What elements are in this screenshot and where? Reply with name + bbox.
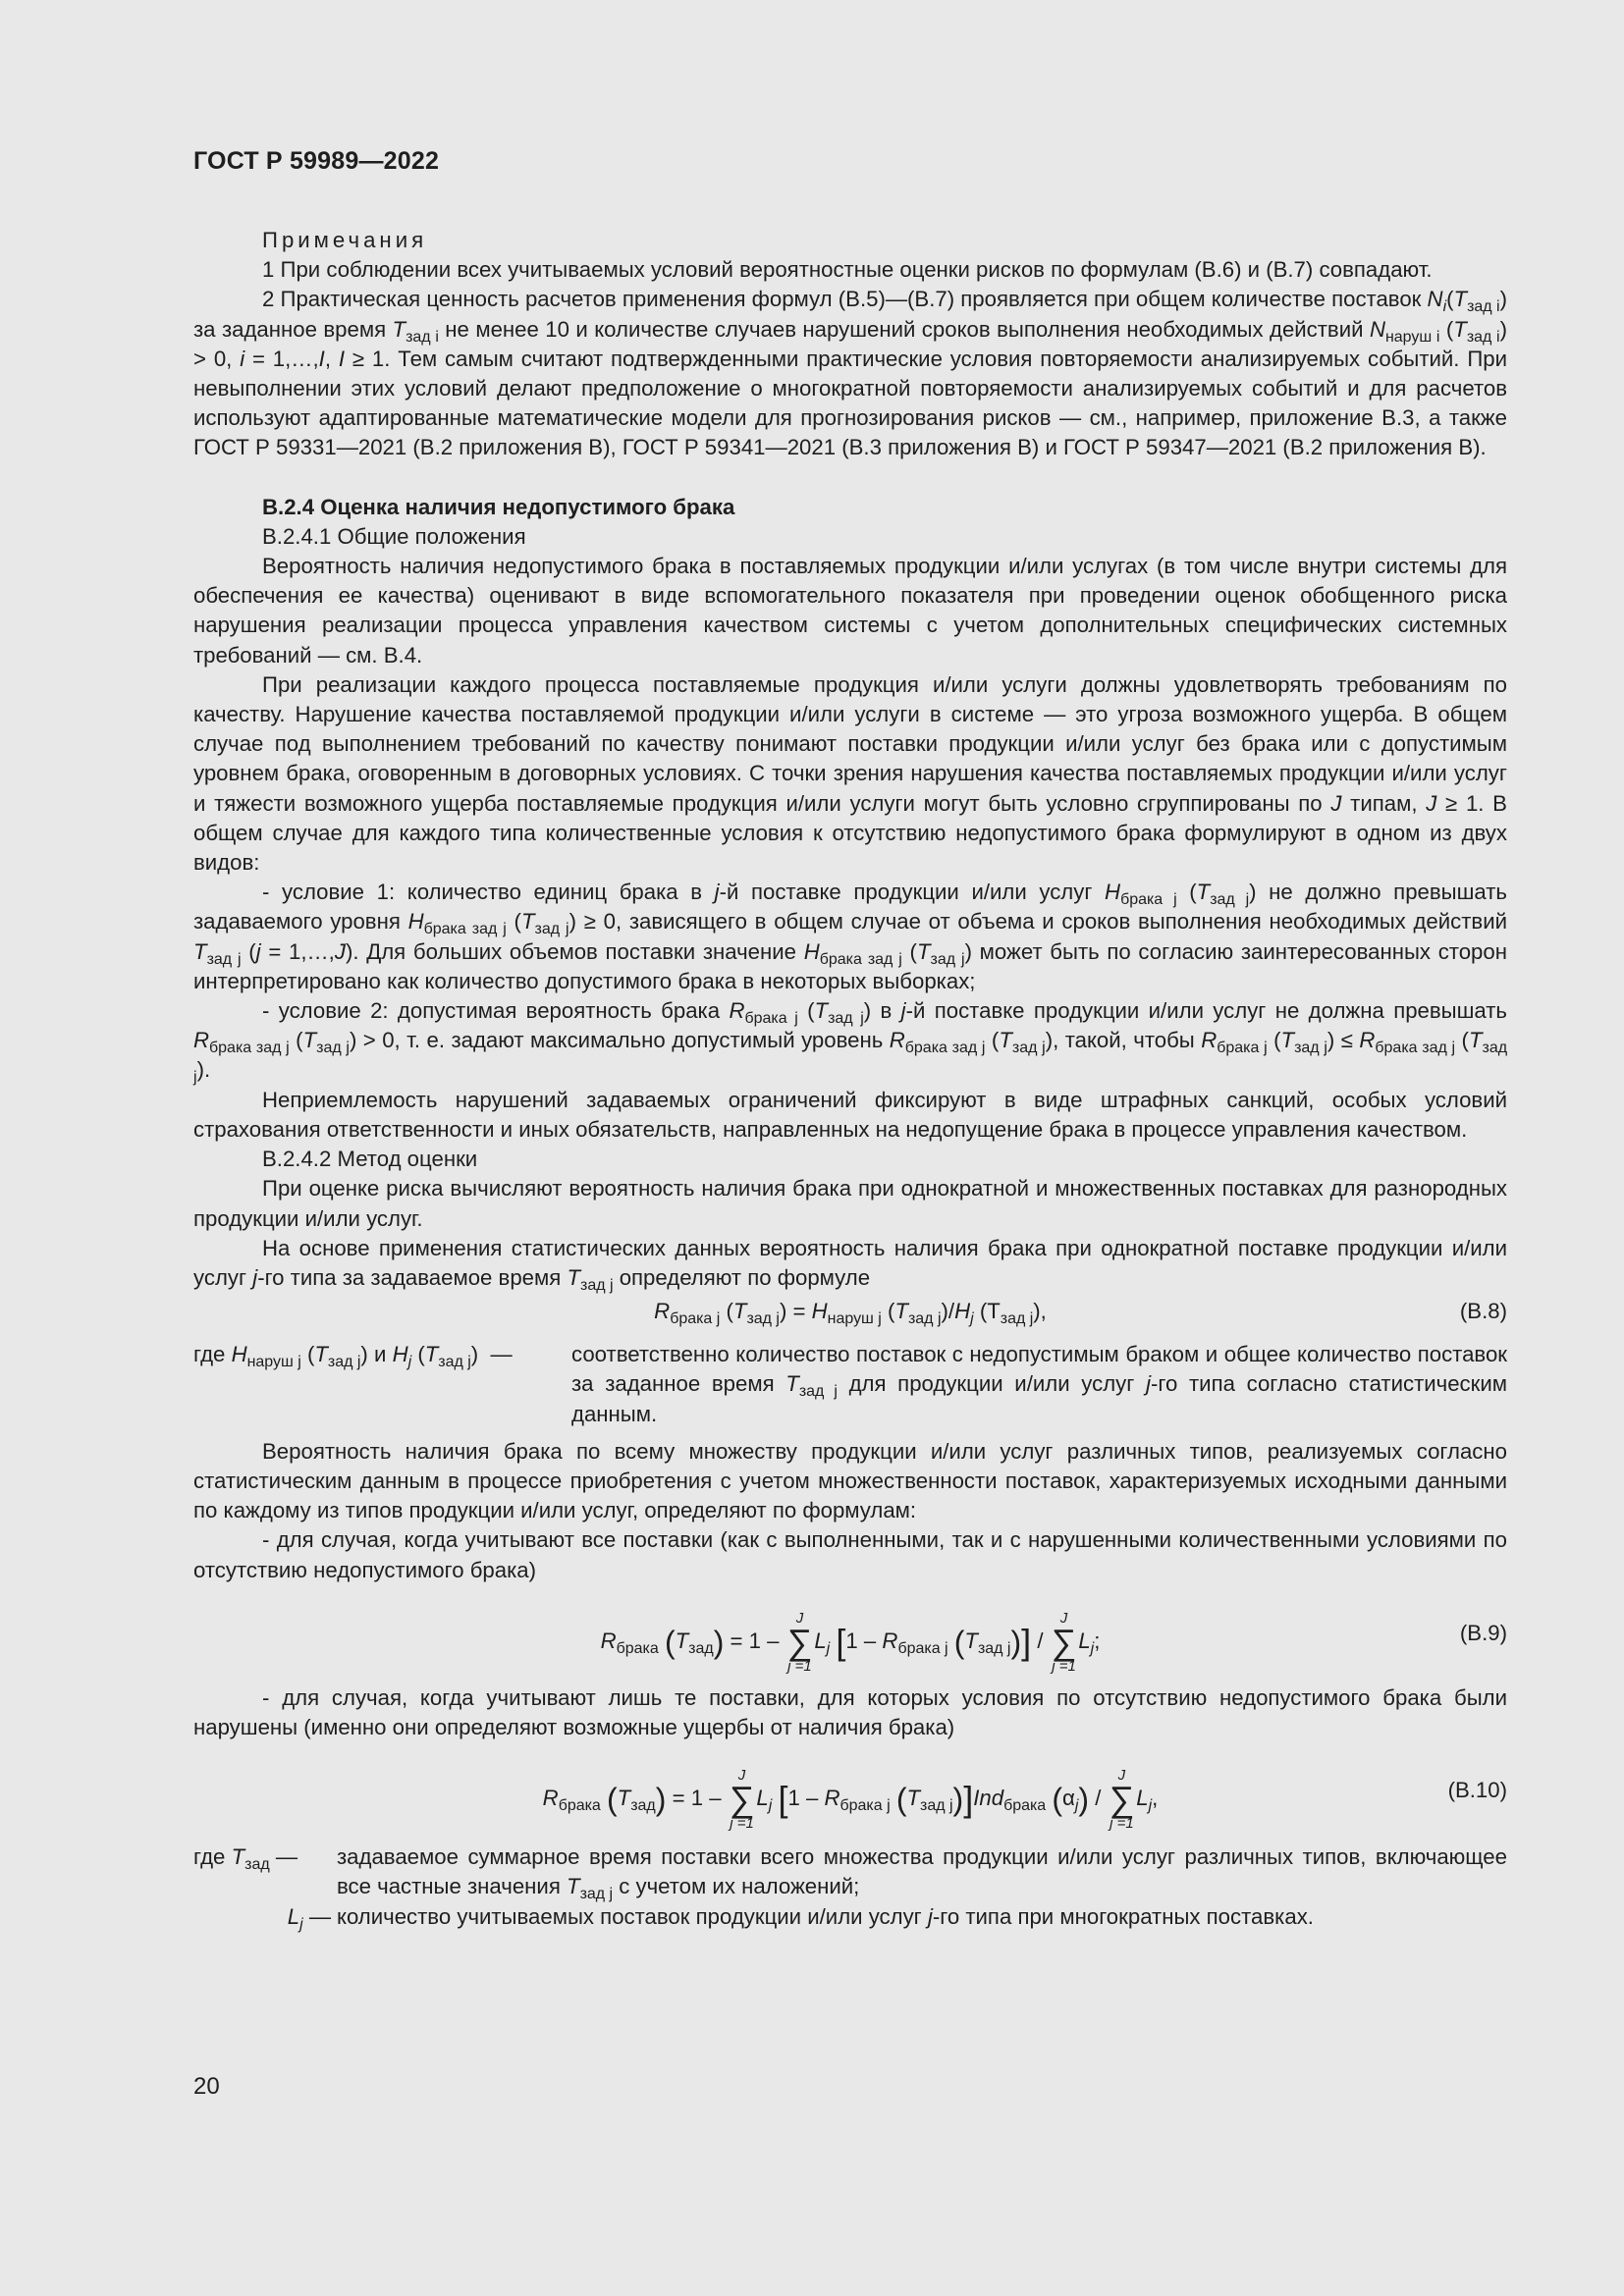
- page-number: 20: [193, 2073, 220, 2100]
- formula-b10-number: (В.10): [1447, 1778, 1507, 1803]
- sum-symbol-1: J ∑ j =1: [786, 1609, 813, 1675]
- formula-b8-expression: $R_{брака j}$ $(T_{зад j}) = H_{наруш j}$ $(T_{зад j})/H_j$ $(Т_{зад j})$,: [654, 1299, 1047, 1328]
- note-2: 2 Практическая ценность расчетов применения формул (В.5)—(В.7) проявляется при общем количестве поставок $N_i(T_{зад i})$ за заданное время $T_{зад i}$ не менее 10 и количестве случаев нарушений сроков выполнения необходимых действий $N_{наруш i}$ $(T_{зад i}) > 0$, i = 1,…,I, I ≥ 1. Тем самым считают подтвержденными практические условия повторяемости анализируемых событий. При невыполнении этих условий делают предположение о многократной повторяемости анализируемых событий и для расчетов используют адаптированные математические модели для прогнозирования рисков — см., например, приложение В.3, а также ГОСТ Р 59331—2021 (В.2 приложения В), ГОСТ Р 59341—2021 (В.3 приложения В) и ГОСТ Р 59347—2021 (В.2 приложения В).: [193, 287, 1507, 460]
- paragraph-1: Вероятность наличия недопустимого брака в поставляемых продукции и/или услугах (в том числе внутри системы для обеспечения ее качества) оценивают в виде вспомогательного показателя при проведении оценок обобщенного риска нарушения реализации процесса управления качеством системы с учетом дополнительных специфических системных требований — см. В.4.: [193, 554, 1507, 667]
- formula-b8: [193, 1297, 1507, 1336]
- sum-symbol-2: J ∑ j =1: [1051, 1609, 1077, 1675]
- formula-b9-number: (В.9): [1459, 1620, 1507, 1645]
- sum-symbol-4: J ∑ j =1: [1109, 1767, 1135, 1833]
- where-2b-text: количество учитываемых поставок продукции и/или услуг j-го типа при многократных поставках.: [337, 1903, 1314, 1929]
- document-body: [193, 226, 1507, 1932]
- paragraph-8: - для случая, когда учитывают лишь те поставки, для которых условия по отсутствию недопустимого брака были нарушены (именно они определяют возможные ущербы от наличия брака): [193, 1684, 1507, 1739]
- where-block-2: [193, 1842, 1507, 1932]
- formula-b9: [193, 1591, 1507, 1683]
- subsection-title-2: В.2.4.2 Метод оценки: [262, 1147, 478, 1172]
- where-block-1: [193, 1340, 1507, 1429]
- section-title: В.2.4 Оценка наличия недопустимого брака: [262, 494, 735, 519]
- formula-b8-number: (В.8): [1459, 1299, 1507, 1324]
- sum-symbol-3: J ∑ j =1: [729, 1767, 755, 1833]
- where-1-symbols: где $H_{наруш j}$ $(T_{зад j})$ и $H_j$ $(T_{зад j})$ —: [193, 1342, 513, 1371]
- where-2a-symbol: где $T_{зад}$ —: [193, 1844, 298, 1874]
- paragraph-4: При оценке риска вычисляют вероятность наличия брака при однократной и множественных поставках для разнородных продукции и/или услуг.: [193, 1176, 1507, 1231]
- notes-title: Примечания: [262, 228, 428, 252]
- formula-b10: [193, 1748, 1507, 1842]
- where-2a-text: задаваемое суммарное время поставки всего множества продукции и/или услуг различных типов, включающее все частные значения $T_{зад j}$ с учетом их наложений;: [337, 1844, 1507, 1903]
- paragraph-6: Вероятность наличия брака по всему множеству продукции и/или услуг различных типов, реализуемых согласно статистическим данным в процессе приобретения с учетом множественности поставок, характеризуемых исходными данными по каждому из типов продукции и/или услуг, определяют по формулам:: [193, 1438, 1507, 1523]
- paragraph-2: При реализации каждого процесса поставляемые продукция и/или услуги должны удовлетворять требованиям по качеству. Нарушение качества поставляемой продукции и/или услуги в системе — это угроза возможного ущерба. В общем случае под выполнением требований по качеству понимают поставки продукции и/или услуг без брака или с допустимым уровнем брака, оговоренным в договорных условиях. С точки зрения нарушения качества поставляемых продукции и/или услуг и тяжести возможного ущерба поставляемые продукция и/или услуги могут быть условно сгруппированы по J типам, J ≥ 1. В общем случае для каждого типа количественные условия к отсутствию недопустимого брака формулируют в одном из двух видов:: [193, 671, 1507, 876]
- where-1-text: соответственно количество поставок с недопустимым браком и общее количество поставок за заданное время $T_{зад j}$ для продукции и/или услуг j-го типа согласно статистическим данным.: [571, 1342, 1507, 1426]
- subsection-title-1: В.2.4.1 Общие положения: [262, 523, 526, 549]
- condition-1: - условие 1: количество единиц брака в j-й поставке продукции и/или услуг $H_{брака j}$ $(T_{зад j})$ не должно превышать задаваемого уровня $H_{брака зад j}$ $(T_{зад j}) \ge 0$, зависящего в общем случае от объема и сроков выполнения необходимых действий $T_{зад j}$ (j = 1,…,J). Для больших объемов поставки значение $H_{брака зад j}$ $(T_{зад j})$ может быть по согласию заинтересованных сторон интерпретировано как количество допустимого брака в некоторых выборках;: [193, 880, 1507, 993]
- paragraph-3: Неприемлемость нарушений задаваемых ограничений фиксируют в виде штрафных санкций, особых условий страхования ответственности и иных обязательств, направленных на недопущение брака в процессе управления качеством.: [193, 1087, 1507, 1142]
- document-header: ГОСТ Р 59989—2022: [193, 147, 440, 175]
- formula-b9-expression: $R_{брака}$ $(T_{зад}) = 1$ – J ∑ j =1 $L_j$ [$1 - R_{брака j}$ $(T_{зад j})$] / J ∑ j =1 $L_j$;: [600, 1609, 1101, 1675]
- formula-b10-expression: $R_{брака}$ $(T_{зад}) = 1$ – J ∑ j =1 $L_j$ [$1 - R_{брака j}$ $(T_{зад j})]Ind_{брака}$ $(\alpha_j)$ / J ∑ j =1 $L_j$,: [542, 1767, 1159, 1833]
- where-2b-symbol: $L_j$ —: [287, 1903, 331, 1933]
- paragraph-7: - для случая, когда учитывают все поставки (как с выполненными, так и с нарушенными количественными условиями по отсутствию недопустимого брака): [193, 1527, 1507, 1582]
- paragraph-5: На основе применения статистических данных вероятность наличия брака при однократной поставке продукции и/или услуг j-го типа за задаваемое время $T_{зад j}$ определяют по формуле: [193, 1235, 1507, 1294]
- note-1: 1 При соблюдении всех учитываемых условий вероятностные оценки рисков по формулам (В.6) и (В.7) совпадают.: [262, 257, 1433, 283]
- condition-2: - условие 2: допустимая вероятность брака $R_{брака j}$ $(T_{зад j})$ в j-й поставке продукции и/или услуг не должна превышать $R_{брака зад j}$ $(T_{зад j}) > 0$, т. е. задают максимально допустимый уровень $R_{брака зад j}$ $(T_{зад j})$, такой, чтобы $R_{брака j}$ $(T_{зад j}) \le R_{брака зад j}$ $(T_{зад j})$.: [193, 998, 1508, 1087]
